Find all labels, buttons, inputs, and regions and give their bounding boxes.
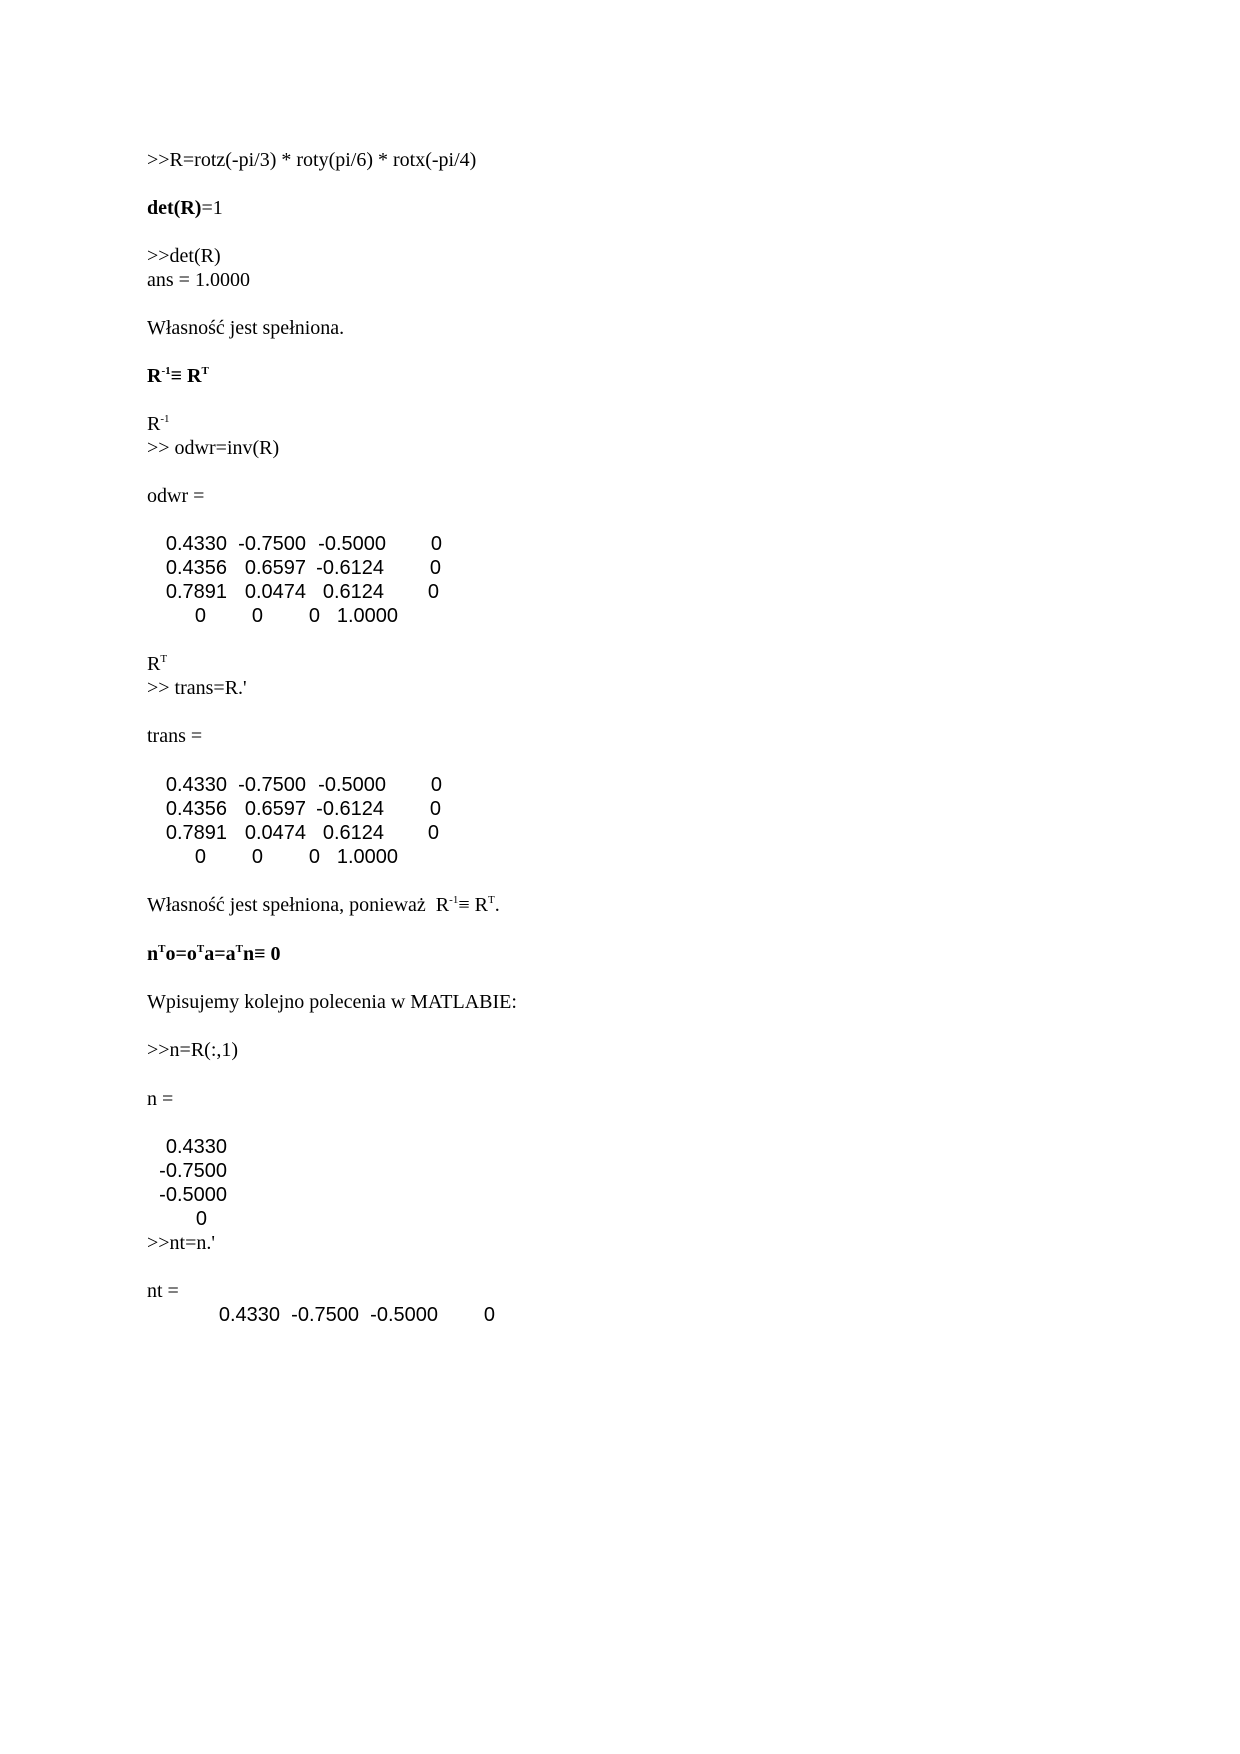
conclusion-sup-2: T (487, 894, 495, 906)
matrix-cell: 0.6124 (322, 822, 384, 844)
matrix-cell: 0 (429, 557, 441, 579)
matrix-cell: 0 (429, 798, 441, 820)
matrix-cell: 0 (427, 822, 439, 844)
vector-cell: -0.7500 (159, 1160, 227, 1182)
matrix-cell: 0.4356 (165, 557, 227, 579)
matrix-cell: 0.4356 (165, 798, 227, 820)
row-cell: -0.7500 (291, 1304, 359, 1326)
rt-label-sup: T (160, 653, 168, 665)
row-cell: 0.4330 (218, 1304, 280, 1326)
conclusion-end: . (494, 894, 500, 916)
matrix-cell: 0 (194, 605, 206, 627)
inverse-heading (147, 364, 209, 388)
matrix-cell: -0.7500 (238, 774, 306, 796)
command-n: >>n=R(:,1) (147, 1039, 239, 1061)
command-det: >>det(R) (147, 245, 221, 267)
command-nt: >>nt=n.' (147, 1232, 215, 1254)
ortho-p4: n≡ 0 (242, 943, 281, 965)
matrix-cell: 0.4330 (165, 774, 227, 796)
det-heading-pre: det(R) (147, 197, 202, 219)
matrix-cell: 0.0474 (244, 581, 306, 603)
matrix-cell: 0 (308, 605, 320, 627)
matrix-cell: 0 (308, 846, 320, 868)
rinv-label (147, 412, 170, 436)
matrix-cell: 0.0474 (244, 822, 306, 844)
vector-cell: 0.4330 (165, 1136, 227, 1158)
det-heading-post: =1 (201, 197, 223, 219)
inv-heading-a: R (147, 365, 162, 387)
answer-det: ans = 1.0000 (147, 269, 250, 291)
ortho-s3: T (235, 943, 243, 955)
matrix-cell: 0.7891 (165, 822, 227, 844)
matrix-cell: 0 (427, 581, 439, 603)
matrix-cell: -0.6124 (316, 798, 384, 820)
matrix-cell: 1.0000 (336, 605, 398, 627)
orthogonality-heading (147, 942, 281, 966)
matrix-cell: -0.5000 (318, 774, 386, 796)
inv-heading-b-sup: T (201, 365, 209, 377)
n-label: n = (147, 1088, 174, 1110)
matrix-cell: -0.7500 (238, 533, 306, 555)
command-rotation: >>R=rotz(-pi/3) * roty(pi/6) * rotx(-pi/4) (147, 149, 477, 171)
ortho-s2: T (196, 943, 205, 955)
rinv-label-base: R (147, 413, 161, 435)
matrix-cell: 0.6124 (322, 581, 384, 603)
matrix-cell: 0 (251, 846, 263, 868)
odwr-label: odwr = (147, 485, 205, 507)
ortho-s1: T (158, 943, 166, 955)
rinv-label-sup: -1 (160, 413, 170, 425)
matrix-cell: 0.7891 (165, 581, 227, 603)
det-heading (147, 196, 223, 220)
inv-heading-a-sup: -1 (161, 365, 171, 377)
ortho-p3: a=a (204, 943, 236, 965)
conclusion-text: Własność jest spełniona, ponieważ R (147, 894, 450, 916)
matrix-cell: 0.6597 (244, 798, 306, 820)
row-cell: 0 (483, 1304, 495, 1326)
matrix-cell: -0.5000 (318, 533, 386, 555)
matrix-cell: 0 (194, 846, 206, 868)
trans-label: trans = (147, 725, 203, 747)
matrix-cell: -0.6124 (316, 557, 384, 579)
property-met-text: Własność jest spełniona. (147, 317, 345, 339)
matrix-cell: 0.4330 (165, 533, 227, 555)
command-inv: >> odwr=inv(R) (147, 437, 280, 459)
matrix-cell: 0 (251, 605, 263, 627)
ortho-p2: o=o (165, 943, 197, 965)
row-cell: -0.5000 (370, 1304, 438, 1326)
rt-label (147, 652, 167, 676)
property-met-conclusion (147, 893, 500, 917)
command-trans: >> trans=R.' (147, 677, 247, 699)
ortho-p1: n (147, 943, 159, 965)
intro-text: Wpisujemy kolejno polecenia w MATLABIE: (147, 991, 517, 1013)
matrix-cell: 0 (430, 774, 442, 796)
matrix-cell: 0 (430, 533, 442, 555)
rt-label-base: R (147, 653, 161, 675)
vector-cell: 0 (195, 1208, 207, 1230)
matrix-cell: 1.0000 (336, 846, 398, 868)
inv-heading-eq: ≡ R (170, 365, 202, 387)
nt-label: nt = (147, 1280, 179, 1302)
conclusion-sup-1: -1 (449, 894, 459, 906)
vector-cell: -0.5000 (159, 1184, 227, 1206)
matrix-cell: 0.6597 (244, 557, 306, 579)
conclusion-mid: ≡ R (458, 894, 488, 916)
